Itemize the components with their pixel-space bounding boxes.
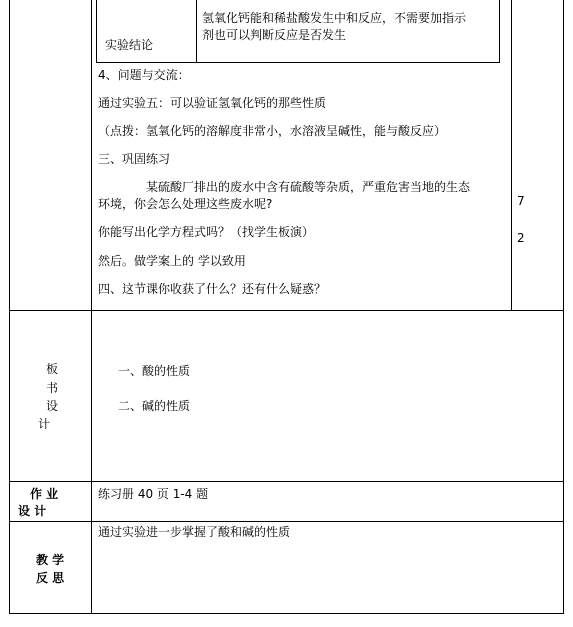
row-divider-reflection (9, 521, 564, 522)
time-column-divider (511, 0, 512, 310)
inner-table-bottom-border (96, 62, 500, 63)
homework-label-line1: 作 业 (30, 487, 59, 501)
time-value-1: 7 (517, 194, 525, 208)
inner-table-left-border (96, 0, 97, 63)
board-item-2: 二、碱的性质 (118, 399, 191, 413)
q4-question: 通过实验五：可以验证氢氧化钙的那些性质 (98, 96, 327, 110)
q4-heading: 4、问题与交流： (98, 68, 190, 82)
board-label-char-1: 板 (46, 362, 59, 376)
reflection-label-line2: 反 思 (36, 571, 65, 585)
reflection-content: 通过实验进一步掌握了酸和碱的性质 (98, 525, 291, 539)
section4-heading: 四、这节课你收获了什么？还有什么疑惑？ (98, 282, 327, 296)
board-label-char-3: 设 (46, 399, 59, 413)
table-bottom-border (9, 613, 564, 614)
time-value-2: 2 (517, 231, 525, 245)
conclusion-text-line1: 氢氧化钙能和稀盐酸发生中和反应，不需要加指示 (202, 11, 467, 25)
board-label-char-2: 书 (46, 381, 59, 395)
conclusion-label: 实验结论 (105, 38, 154, 52)
reflection-label-line1: 教 学 (36, 553, 65, 567)
board-item-1: 一、酸的性质 (118, 364, 191, 378)
equation-prompt: 你能写出化学方程式吗？（找学生板演） (98, 225, 315, 239)
section3-heading: 三、巩固练习 (98, 152, 171, 166)
exercise-line2: 环境，你会怎么处理这些废水呢? (98, 197, 273, 211)
exercise-line1: 某硫酸厂排出的废水中含有硫酸等杂质，严重危害当地的生态 (146, 180, 471, 194)
row-divider-board (9, 310, 564, 311)
homework-label-line2: 设 计 (18, 504, 47, 518)
conclusion-text-line2: 剂也可以判断反应是否发生 (202, 28, 347, 42)
row-divider-homework (9, 481, 564, 482)
board-label-char-4: 计 (38, 417, 51, 431)
inner-table-right-border (499, 0, 500, 63)
inner-table-divider (196, 0, 197, 63)
homework-content: 练习册 40 页 1-4 题 (98, 487, 209, 501)
apply-line: 然后。做学案上的 学以致用 (98, 254, 246, 268)
q4-hint: （点拨：氢氧化钙的溶解度非常小，水溶液呈碱性，能与酸反应） (98, 124, 447, 138)
